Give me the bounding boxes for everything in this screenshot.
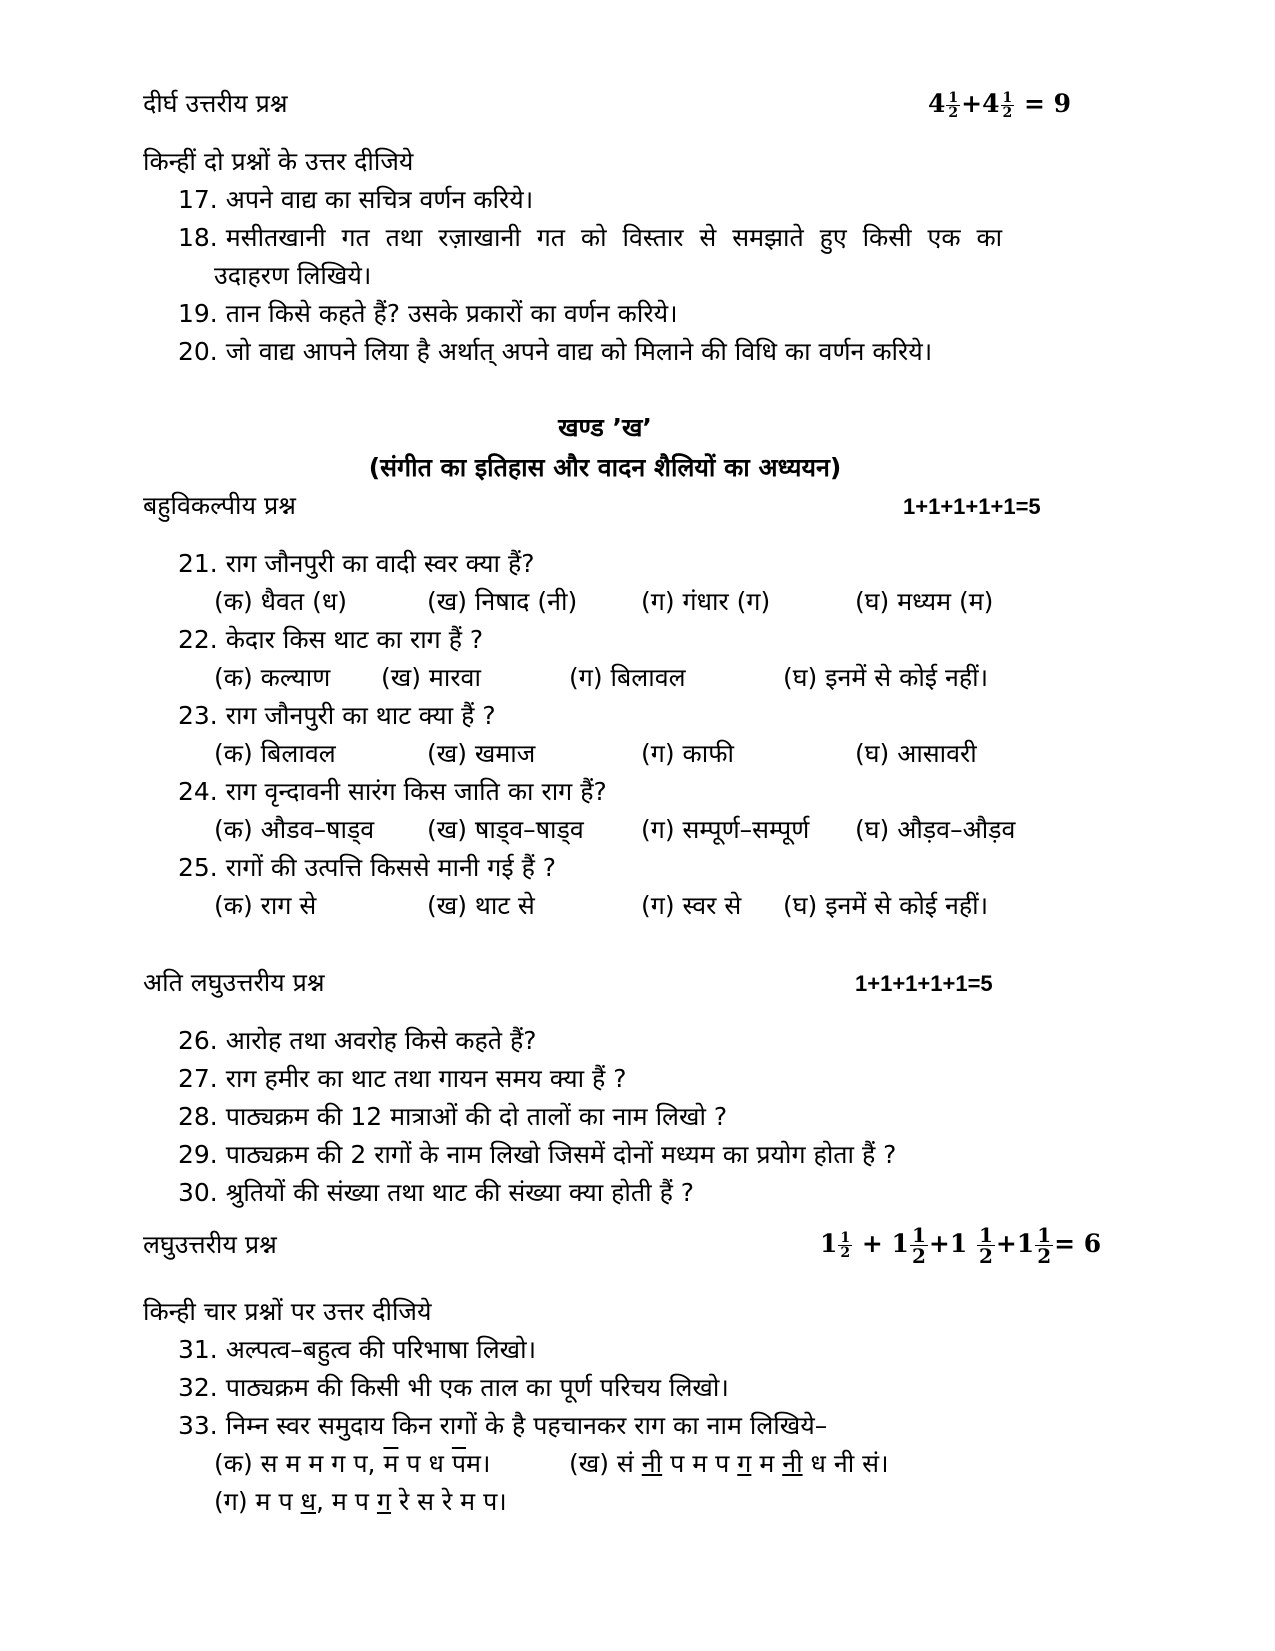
frac-num: 1	[1002, 90, 1013, 106]
question-number: 26.	[178, 1026, 218, 1055]
question-text: तान किसे कहते हैं? उसके प्रकारों का वर्णन करिये।	[225, 299, 678, 328]
question-text: राग जौनपुरी का थाट क्या हैं ?	[225, 701, 496, 730]
question-21	[178, 548, 535, 580]
option: (ग) सम्पूर्ण–सम्पूर्ण	[641, 815, 810, 844]
marks-whole-1: 4	[928, 89, 946, 118]
question-text: राग वृन्दावनी सारंग किस जाति का राग हैं?	[225, 777, 607, 806]
very-short-title: अति लघुउत्तरीय प्रश्न	[143, 968, 325, 997]
question-28	[178, 1101, 727, 1133]
option: (ग) काफी	[641, 739, 734, 768]
option: (क) बिलावल	[214, 739, 336, 768]
komal-ga: ग	[376, 1487, 392, 1516]
frac-den: 2	[911, 1244, 926, 1268]
question-number: 28.	[178, 1102, 218, 1131]
komal-ni: नी	[782, 1449, 803, 1478]
option: (घ) औड़व–औड़व	[855, 815, 1016, 844]
question-29	[178, 1139, 896, 1171]
marks-frac	[1035, 1225, 1053, 1266]
question-33	[178, 1410, 827, 1442]
question-26	[178, 1025, 537, 1057]
mcq-title: बहुविकल्पीय प्रश्न	[143, 491, 296, 520]
question-number: 20.	[178, 337, 218, 366]
option: (घ) आसावरी	[855, 739, 977, 768]
komal-ni: नी	[641, 1449, 663, 1478]
question-number: 33.	[178, 1411, 218, 1440]
marks-frac	[910, 1225, 928, 1266]
option: (ख) खमाज	[427, 739, 536, 768]
swar-sequence: प म प	[670, 1449, 730, 1478]
very-short-marks: 1+1+1+1+1=5	[855, 971, 993, 996]
option: (ग) बिलावल	[569, 663, 686, 692]
question-31	[178, 1334, 536, 1366]
swar-sequence: म प	[255, 1487, 293, 1516]
question-text: श्रुतियों की संख्या तथा थाट की संख्या क्या होती हैं ?	[225, 1178, 695, 1207]
option: (ग) स्वर से	[641, 891, 742, 920]
long-answer-instruction: किन्हीं दो प्रश्नों के उत्तर दीजिये	[143, 147, 414, 176]
option: (ख) थाट से	[427, 891, 535, 920]
marks-frac	[838, 1231, 852, 1260]
short-marks	[820, 1222, 1101, 1266]
marks-whole: 1	[891, 1229, 909, 1258]
question-20	[178, 336, 932, 368]
question-23	[178, 700, 496, 732]
swar-sequence: प ध	[406, 1449, 444, 1478]
long-answer-marks	[928, 84, 1071, 124]
frac-den: 2	[1037, 1244, 1052, 1268]
swar-sequence: रे स रे म प।	[398, 1487, 507, 1516]
option: (क) धैवत (ध)	[214, 587, 348, 616]
marks-whole-2: 4	[982, 89, 1000, 118]
option: (घ) मध्यम (म)	[855, 587, 994, 616]
tivra-ma: म	[383, 1449, 399, 1478]
question-18	[178, 222, 1002, 254]
short-instruction: किन्ही चार प्रश्नों पर उत्तर दीजिये	[143, 1297, 432, 1326]
option: (घ) इनमें से कोई नहीं।	[783, 663, 989, 692]
marks-total: = 6	[1054, 1229, 1102, 1258]
question-number: 23.	[178, 701, 218, 730]
question-text: राग जौनपुरी का वादी स्वर क्या हैं?	[225, 549, 535, 578]
option-label: (ग)	[214, 1487, 248, 1516]
marks-plus: +	[861, 1229, 883, 1258]
option: (क) कल्याण	[214, 663, 331, 692]
question-number: 31.	[178, 1335, 218, 1364]
frac-num: 1	[911, 1223, 926, 1247]
swar-sequence: स म म ग प,	[260, 1449, 376, 1478]
frac-num: 1	[840, 1230, 851, 1246]
swar-sequence: , म प	[316, 1487, 369, 1516]
frac-den: 2	[948, 105, 959, 121]
marks-frac-2	[1001, 91, 1015, 120]
komal-ga: ग	[737, 1449, 752, 1478]
mcq-marks: 1+1+1+1+1=5	[903, 494, 1041, 519]
option: (घ) इनमें से कोई नहीं।	[783, 891, 989, 920]
question-text: जो वाद्य आपने लिया है अर्थात् अपने वाद्य को मिलाने की विधि का वर्णन करिये।	[225, 337, 933, 366]
option: (ख) निषाद (नी)	[427, 587, 578, 616]
question-number: 27.	[178, 1064, 218, 1093]
marks-plus: +	[961, 89, 983, 118]
frac-num: 1	[948, 90, 959, 106]
q33-option-c	[214, 1486, 507, 1518]
question-text: अपने वाद्य का सचित्र वर्णन करिये।	[225, 185, 534, 214]
question-text: अल्पत्व–बहुत्व की परिभाषा लिखो।	[225, 1335, 537, 1364]
question-number: 30.	[178, 1178, 218, 1207]
question-30	[178, 1177, 694, 1209]
marks-frac-1	[946, 91, 960, 120]
question-27	[178, 1063, 627, 1095]
question-text: राग हमीर का थाट तथा गायन समय क्या हैं ?	[225, 1064, 627, 1093]
question-32	[178, 1372, 729, 1404]
marks-plus: +1	[928, 1229, 968, 1258]
question-text: निम्न स्वर समुदाय किन रागों के है पहचानकर राग का नाम लिखिये–	[225, 1411, 828, 1440]
frac-den: 2	[840, 1245, 851, 1261]
marks-plus: +1	[995, 1229, 1035, 1258]
frac-den: 2	[1002, 105, 1013, 121]
question-number: 21.	[178, 549, 218, 578]
marks-total: = 9	[1015, 89, 1072, 118]
short-title: लघुउत्तरीय प्रश्न	[143, 1230, 277, 1259]
option: (क) राग से	[214, 891, 317, 920]
question-text: केदार किस थाट का राग हैं ?	[225, 625, 484, 654]
line-end: ।	[480, 1449, 491, 1478]
question-number: 22.	[178, 625, 218, 654]
question-text: मसीतखानी गत तथा रज़ाखानी गत को विस्तार से समझाते हुए किसी एक का	[225, 223, 1003, 252]
question-number: 19.	[178, 299, 218, 328]
swar-sequence: ध नी सं।	[810, 1449, 889, 1478]
option: (ख) मारवा	[381, 663, 481, 692]
swar-ma: म	[466, 1449, 481, 1478]
option-label: (क)	[214, 1449, 253, 1478]
option: (ख) षाड्व–षाड्व	[427, 815, 584, 844]
question-number: 17.	[178, 185, 218, 214]
question-number: 18.	[178, 223, 218, 252]
q33-option-a	[214, 1448, 490, 1480]
option: (ग) गंधार (ग)	[641, 587, 771, 616]
question-24	[178, 776, 607, 808]
question-17	[178, 184, 533, 216]
section-subtitle: (संगीत का इतिहास और वादन शैलियों का अध्ययन)	[368, 453, 842, 482]
question-text: रागों की उत्पत्ति किससे मानी गई हैं ?	[225, 853, 557, 882]
komal-dha: ध	[300, 1487, 316, 1516]
question-text: पाठ्यक्रम की 12 मात्राओं की दो तालों का नाम लिखो ?	[225, 1102, 728, 1131]
frac-num: 1	[978, 1223, 993, 1247]
question-22	[178, 624, 483, 656]
question-number: 25.	[178, 853, 218, 882]
frac-num: 1	[1037, 1223, 1052, 1247]
section-title: खण्ड ’ख’	[558, 413, 652, 442]
option: (क) औडव–षाड्व	[214, 815, 375, 844]
question-text: पाठ्यक्रम की किसी भी एक ताल का पूर्ण परिचय लिखो।	[225, 1373, 729, 1402]
option-label: (ख)	[569, 1449, 609, 1478]
long-answer-title: दीर्घ उत्तरीय प्रश्न	[143, 89, 288, 118]
marks-whole: 1	[820, 1229, 838, 1258]
question-number: 32.	[178, 1373, 218, 1402]
marks-frac	[977, 1225, 995, 1266]
swar-sequence: सं	[616, 1449, 634, 1478]
q33-option-b	[569, 1448, 889, 1480]
question-number: 24.	[178, 777, 218, 806]
frac-den: 2	[978, 1244, 993, 1268]
question-19	[178, 298, 678, 330]
question-18-continuation: उदाहरण लिखिये।	[214, 261, 372, 290]
marked-pa: प	[451, 1449, 467, 1478]
question-number: 29.	[178, 1140, 218, 1169]
question-text: आरोह तथा अवरोह किसे कहते हैं?	[225, 1026, 537, 1055]
question-25	[178, 852, 556, 884]
swar-ma: म	[759, 1449, 775, 1478]
question-text: पाठ्यक्रम की 2 रागों के नाम लिखो जिसमें दोनों मध्यम का प्रयोग होता हैं ?	[225, 1140, 897, 1169]
